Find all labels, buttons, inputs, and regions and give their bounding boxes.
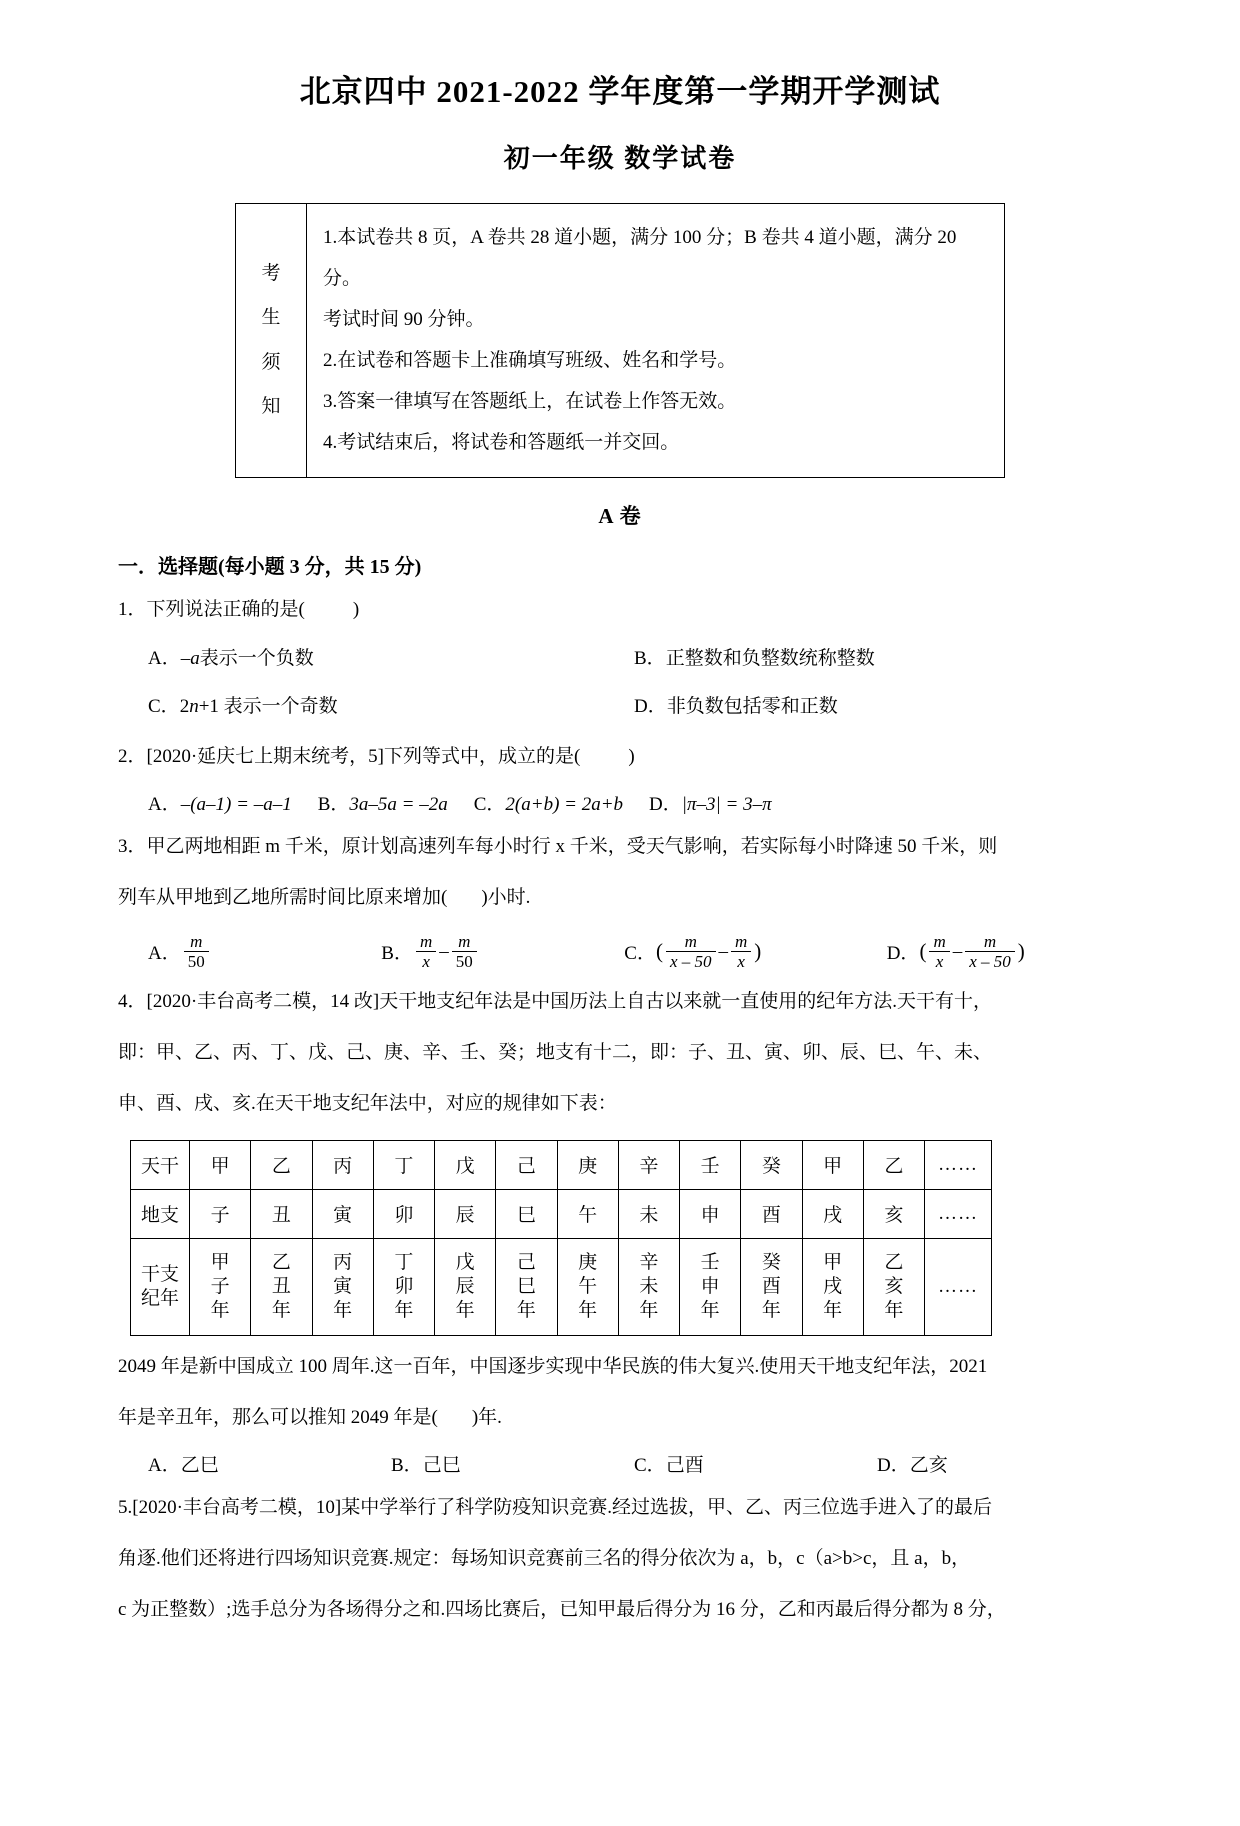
ganzhi-char: 年 — [884, 1299, 904, 1321]
ganzhi-char: 亥 — [884, 1276, 904, 1298]
ganzhi-cell — [863, 1238, 924, 1335]
q3-option-c-label: C． — [624, 943, 656, 965]
question-4-line-1 — [118, 983, 1120, 1022]
q2-close: ) — [628, 746, 635, 768]
ganzhi-char: 子 — [210, 1276, 230, 1298]
dizhi-cell: 申 — [680, 1189, 741, 1238]
q1-option-d-text: 非负数包括零和正数 — [666, 696, 838, 718]
q3-option-a-num: m — [190, 932, 203, 952]
ganzhi-cell — [741, 1238, 802, 1335]
ganzhi-cell — [680, 1238, 741, 1335]
question-3-line-1 — [118, 828, 1120, 867]
dizhi-cell: 子 — [190, 1189, 251, 1238]
q5-text-1: [2020·丰台高考二模，10]某中学举行了科学防疫知识竞赛.经过选拔，甲、乙、丙三位选手进入了的最后 — [132, 1496, 992, 1518]
q4-option-d-label: D． — [877, 1454, 910, 1476]
q3-option-d-open-paren: ( — [919, 939, 927, 964]
ganzhi-char: 丁 — [394, 1252, 414, 1274]
tiangan-cell: 乙 — [251, 1140, 312, 1189]
q3-option-d — [887, 932, 1120, 971]
ganzhi-char: 卯 — [394, 1276, 414, 1298]
q3-option-d-den2: x – 50 — [969, 952, 1011, 972]
ganzhi-char: 乙 — [271, 1252, 291, 1274]
ganzhi-char: 酉 — [761, 1276, 781, 1298]
q1-option-d-label: D． — [634, 696, 667, 718]
exam-content — [0, 550, 1240, 1629]
q1-option-c-label: C． — [148, 696, 180, 718]
q3-option-c-den1: x – 50 — [669, 952, 712, 972]
q2-option-a-expr: –(a–1) = –a–1 — [180, 794, 292, 816]
q1-option-d — [634, 688, 1120, 726]
dizhi-cell: 巳 — [496, 1189, 557, 1238]
ganzhi-char: 辛 — [639, 1252, 659, 1274]
ganzhi-cell — [190, 1238, 251, 1335]
question-4-line-2: 即：甲、乙、丙、丁、戊、己、庚、辛、壬、癸；地支有十二，即：子、丑、寅、卯、辰、巳、午、未、 — [118, 1042, 993, 1064]
tiangan-cell: 戊 — [435, 1140, 496, 1189]
ganzhi-char: 年 — [700, 1299, 720, 1321]
ganzhi-char: 戌 — [823, 1276, 843, 1298]
question-2-options — [118, 789, 1120, 816]
tiangan-ellipsis: …… — [925, 1140, 992, 1189]
q3-option-c-num1: m — [684, 932, 697, 952]
q4-option-b-text: 己巳 — [422, 1454, 461, 1476]
q3-option-d-close-paren: ) — [1017, 939, 1025, 964]
q3-option-b-label: B． — [381, 943, 413, 965]
ganzhi-char: 年 — [516, 1299, 536, 1321]
q4-option-c — [634, 1450, 877, 1477]
ganzhi-char: 甲 — [210, 1252, 230, 1274]
ganzhi-char: 巳 — [516, 1276, 536, 1298]
q3-option-a-fraction — [184, 932, 209, 971]
q4-option-d-text: 乙亥 — [909, 1454, 948, 1476]
ganzhi-char: 辰 — [455, 1276, 475, 1298]
tiangan-cell: 丁 — [373, 1140, 434, 1189]
tiangan-cell: 壬 — [680, 1140, 741, 1189]
ganzhi-cell — [496, 1238, 557, 1335]
ganzhi-char: 寅 — [333, 1276, 353, 1298]
q4-option-a — [148, 1450, 391, 1477]
q4-option-b — [391, 1450, 634, 1477]
q1-option-a-pre: – — [180, 648, 191, 670]
question-4-options — [118, 1450, 1120, 1477]
q2-option-a — [148, 789, 292, 816]
ganzhi-cell — [802, 1238, 863, 1335]
ganzhi-char: 甲 — [823, 1252, 843, 1274]
tiangan-cell: 庚 — [557, 1140, 618, 1189]
page-title: 北京四中 2021-2022 学年度第一学期开学测试 — [299, 74, 941, 109]
notice-label-char-3: 须 — [261, 351, 281, 373]
notice-table — [235, 203, 1005, 478]
tiangan-cell: 甲 — [190, 1140, 251, 1189]
q2-option-c — [474, 789, 623, 816]
q1-close: ) — [352, 599, 360, 621]
ganzhi-char: 年 — [271, 1299, 291, 1321]
dizhi-cell: 未 — [618, 1189, 679, 1238]
q4-option-c-label: C． — [634, 1454, 666, 1476]
q2-number: 2． — [118, 746, 147, 768]
notice-body-cell — [307, 204, 1005, 478]
question-2-stem — [118, 738, 1120, 777]
tiangan-cell: 乙 — [863, 1140, 924, 1189]
q4-option-c-text: 己酉 — [665, 1454, 704, 1476]
q3-option-b-num1: m — [419, 932, 433, 952]
q1-option-c-pre: 2 — [179, 696, 190, 718]
q2-option-b — [318, 789, 448, 816]
q1-option-a-var: a — [190, 648, 200, 670]
section-a-label: A 卷 — [598, 504, 642, 529]
tiangan-cell: 己 — [496, 1140, 557, 1189]
dizhi-cell: 午 — [557, 1189, 618, 1238]
q3-option-c-den2: x — [737, 952, 745, 972]
q1-text: 下列说法正确的是( — [146, 599, 305, 621]
notice-item-4: 3.答案一律填写在答题纸上，在试卷上作答无效。 — [323, 390, 737, 412]
row-header-ganzhi-line2: 纪年 — [140, 1287, 179, 1309]
ganzhi-char: 年 — [210, 1299, 230, 1321]
dizhi-cell: 酉 — [741, 1189, 802, 1238]
q3-option-c-fraction-2 — [731, 932, 751, 971]
notice-box — [235, 203, 1005, 478]
dizhi-cell: 寅 — [312, 1189, 373, 1238]
notice-item-3: 2.在试卷和答题卡上准确填写班级、姓名和学号。 — [323, 349, 737, 371]
q1-option-a — [148, 640, 634, 678]
q4-option-a-label: A． — [148, 1454, 181, 1476]
q3-option-a-den: 50 — [187, 952, 205, 972]
q2-option-d-expr: |π–3| = 3–π — [681, 794, 772, 816]
ganzhi-char: 戊 — [455, 1252, 475, 1274]
q3-option-c-close-paren: ) — [754, 939, 762, 964]
q2-option-b-label: B． — [317, 794, 350, 816]
question-3-options — [118, 932, 1120, 971]
q3-option-b-operator: – — [439, 940, 449, 962]
dizhi-cell: 卯 — [373, 1189, 434, 1238]
q3-option-c-open-paren: ( — [655, 939, 663, 964]
row-header-ganzhi-line1: 干支 — [140, 1264, 179, 1286]
table-row-tiangan — [131, 1140, 992, 1189]
q2-option-d — [649, 789, 772, 816]
q3-option-c-num2: m — [735, 932, 748, 952]
ganzhi-cell — [251, 1238, 312, 1335]
ganzhi-char: 午 — [578, 1276, 598, 1298]
q4-option-b-label: B． — [391, 1454, 423, 1476]
question-1-options-row-1 — [118, 640, 1120, 678]
q3-text-1: 甲乙两地相距 m 千米，原计划高速列车每小时行 x 千米，受天气影响，若实际每小时降速 50 千米，则 — [146, 836, 998, 858]
ganzhi-char: 癸 — [761, 1252, 781, 1274]
q3-option-d-num1: m — [933, 932, 946, 952]
q3-option-b-den2: 50 — [455, 952, 473, 972]
notice-item-5: 4.考试结束后，将试卷和答题纸一并交回。 — [323, 431, 680, 453]
ganzhi-cell — [373, 1238, 434, 1335]
ganzhi-char: 年 — [455, 1299, 475, 1321]
dizhi-cell: 辰 — [435, 1189, 496, 1238]
ganzhi-cell — [557, 1238, 618, 1335]
q2-option-d-label: D． — [649, 794, 682, 816]
q3-option-d-operator: – — [952, 940, 963, 962]
q4-after-text-2: 年是辛丑年，那么可以推知 2049 年是( — [118, 1406, 438, 1428]
ganzhi-char: 乙 — [884, 1252, 904, 1274]
ganzhi-char: 丑 — [271, 1276, 291, 1298]
q3-option-b-fraction-2 — [452, 932, 477, 971]
q1-option-a-label: A． — [148, 648, 181, 670]
q1-option-b-label: B． — [634, 648, 666, 670]
ganzhi-cell — [618, 1238, 679, 1335]
ganzhi-char: 年 — [639, 1299, 659, 1321]
part-one-title: 一．选择题(每小题 3 分，共 15 分) — [118, 556, 422, 579]
q3-option-b-num2: m — [458, 932, 471, 952]
ganzhi-char: 年 — [394, 1299, 414, 1321]
notice-label-char-4: 知 — [261, 396, 281, 418]
ganzhi-char: 年 — [823, 1299, 843, 1321]
tiangan-cell: 癸 — [741, 1140, 802, 1189]
question-4-line-3: 申、酉、戌、亥.在天干地支纪年法中，对应的规律如下表： — [118, 1093, 617, 1115]
q1-option-b — [634, 640, 1120, 678]
q3-option-b-fraction-1 — [416, 932, 436, 971]
notice-label-cell — [236, 204, 307, 478]
notice-item-1: 1.本试卷共 8 页，A 卷共 28 道小题，满分 100 分；B 卷共 4 道小题，满分 20 分。 — [323, 227, 957, 290]
q1-option-a-post: 表示一个负数 — [199, 648, 314, 670]
q3-option-d-num2: m — [983, 932, 997, 952]
ganzhi-char: 壬 — [700, 1252, 720, 1274]
ganzhi-char: 年 — [333, 1299, 353, 1321]
ganzhi-char: 未 — [639, 1276, 659, 1298]
exam-page — [0, 72, 1240, 1826]
notice-item-2: 考试时间 90 分钟。 — [323, 308, 485, 330]
ganzhi-ellipsis: …… — [925, 1238, 992, 1335]
q1-option-c-post: +1 表示一个奇数 — [198, 696, 338, 718]
q3-option-d-fraction-2 — [965, 932, 1015, 971]
question-5-line-2: 角逐.他们还将进行四场知识竞赛.规定：每场知识竞赛前三名的得分依次为 a，b，c（a>b>c，且 a，b， — [118, 1547, 971, 1569]
q1-option-b-text: 正整数和负整数统称整数 — [665, 648, 875, 670]
tiangan-cell: 丙 — [312, 1140, 373, 1189]
question-4-after-line-2 — [118, 1399, 1120, 1438]
q2-option-c-expr: 2(a+b) = 2a+b — [505, 794, 624, 816]
ganzhi-char: 己 — [516, 1252, 536, 1274]
q3-option-b — [381, 932, 624, 971]
q3-option-a — [148, 932, 381, 971]
q3-option-d-den1: x — [935, 952, 944, 972]
dizhi-ellipsis: …… — [925, 1189, 992, 1238]
q3-option-a-label: A． — [148, 943, 181, 965]
question-1-options-row-2 — [118, 688, 1120, 726]
q3-option-c-operator: – — [718, 940, 728, 962]
dizhi-cell: 亥 — [863, 1189, 924, 1238]
q1-number: 1． — [118, 599, 147, 621]
q1-option-c-var: n — [189, 696, 199, 718]
ganzhi-table — [130, 1140, 992, 1336]
q3-option-b-den1: x — [422, 952, 430, 972]
q3-option-c-fraction-1 — [666, 932, 716, 971]
q3-option-d-label: D． — [886, 943, 920, 965]
question-5-line-1 — [118, 1489, 1120, 1528]
question-4-after-line-1: 2049 年是新中国成立 100 周年.这一百年，中国逐步实现中华民族的伟大复兴.使用天干地支纪年法，2021 — [118, 1355, 988, 1377]
question-3-line-2 — [118, 879, 1120, 918]
q2-option-b-expr: 3a–5a = –2a — [349, 794, 448, 816]
q2-option-c-label: C． — [473, 794, 506, 816]
ganzhi-char: 年 — [761, 1299, 781, 1321]
ganzhi-cell — [312, 1238, 373, 1335]
q3-number: 3． — [118, 836, 147, 858]
q5-number: 5. — [118, 1496, 133, 1518]
ganzhi-char: 申 — [700, 1276, 720, 1298]
ganzhi-char: 庚 — [578, 1252, 598, 1274]
dizhi-cell: 戌 — [802, 1189, 863, 1238]
q1-option-c — [148, 688, 634, 726]
question-1-stem — [118, 591, 1120, 630]
q2-text: [2020·延庆七上期末统考，5]下列等式中，成立的是( — [146, 746, 581, 768]
row-header-tiangan: 天干 — [131, 1140, 190, 1189]
q3-close: )小时. — [481, 887, 531, 909]
dizhi-cell: 丑 — [251, 1189, 312, 1238]
row-header-ganzhi — [131, 1238, 190, 1335]
notice-label-char-1: 考 — [261, 262, 281, 284]
q4-option-d — [877, 1450, 1120, 1477]
q4-text-1: [2020·丰台高考二模，14 改]天干地支纪年法是中国历法上自古以来就一直使用的纪年方法.天干有十， — [146, 991, 992, 1013]
question-5-line-3: c 为正整数）;选手总分为各场得分之和.四场比赛后，已知甲最后得分为 16 分，乙和丙最后得分都为 8 分， — [118, 1598, 1006, 1620]
q4-number: 4． — [118, 991, 147, 1013]
page-subtitle: 初一年级 数学试卷 — [503, 144, 737, 174]
row-header-dizhi: 地支 — [131, 1189, 190, 1238]
table-row-ganzhi — [131, 1238, 992, 1335]
tiangan-cell: 辛 — [618, 1140, 679, 1189]
q4-option-a-text: 乙巳 — [180, 1454, 219, 1476]
ganzhi-char: 年 — [578, 1299, 598, 1321]
tiangan-cell: 甲 — [802, 1140, 863, 1189]
table-row-dizhi — [131, 1189, 992, 1238]
q3-text-2: 列车从甲地到乙地所需时间比原来增加( — [118, 887, 448, 909]
ganzhi-cell — [435, 1238, 496, 1335]
q4-after-close: )年. — [471, 1406, 502, 1428]
q2-option-a-label: A． — [148, 794, 181, 816]
q3-option-d-fraction-1 — [929, 932, 949, 971]
q3-option-c — [624, 932, 886, 971]
notice-label-char-2: 生 — [261, 307, 281, 329]
ganzhi-char: 丙 — [333, 1252, 353, 1274]
